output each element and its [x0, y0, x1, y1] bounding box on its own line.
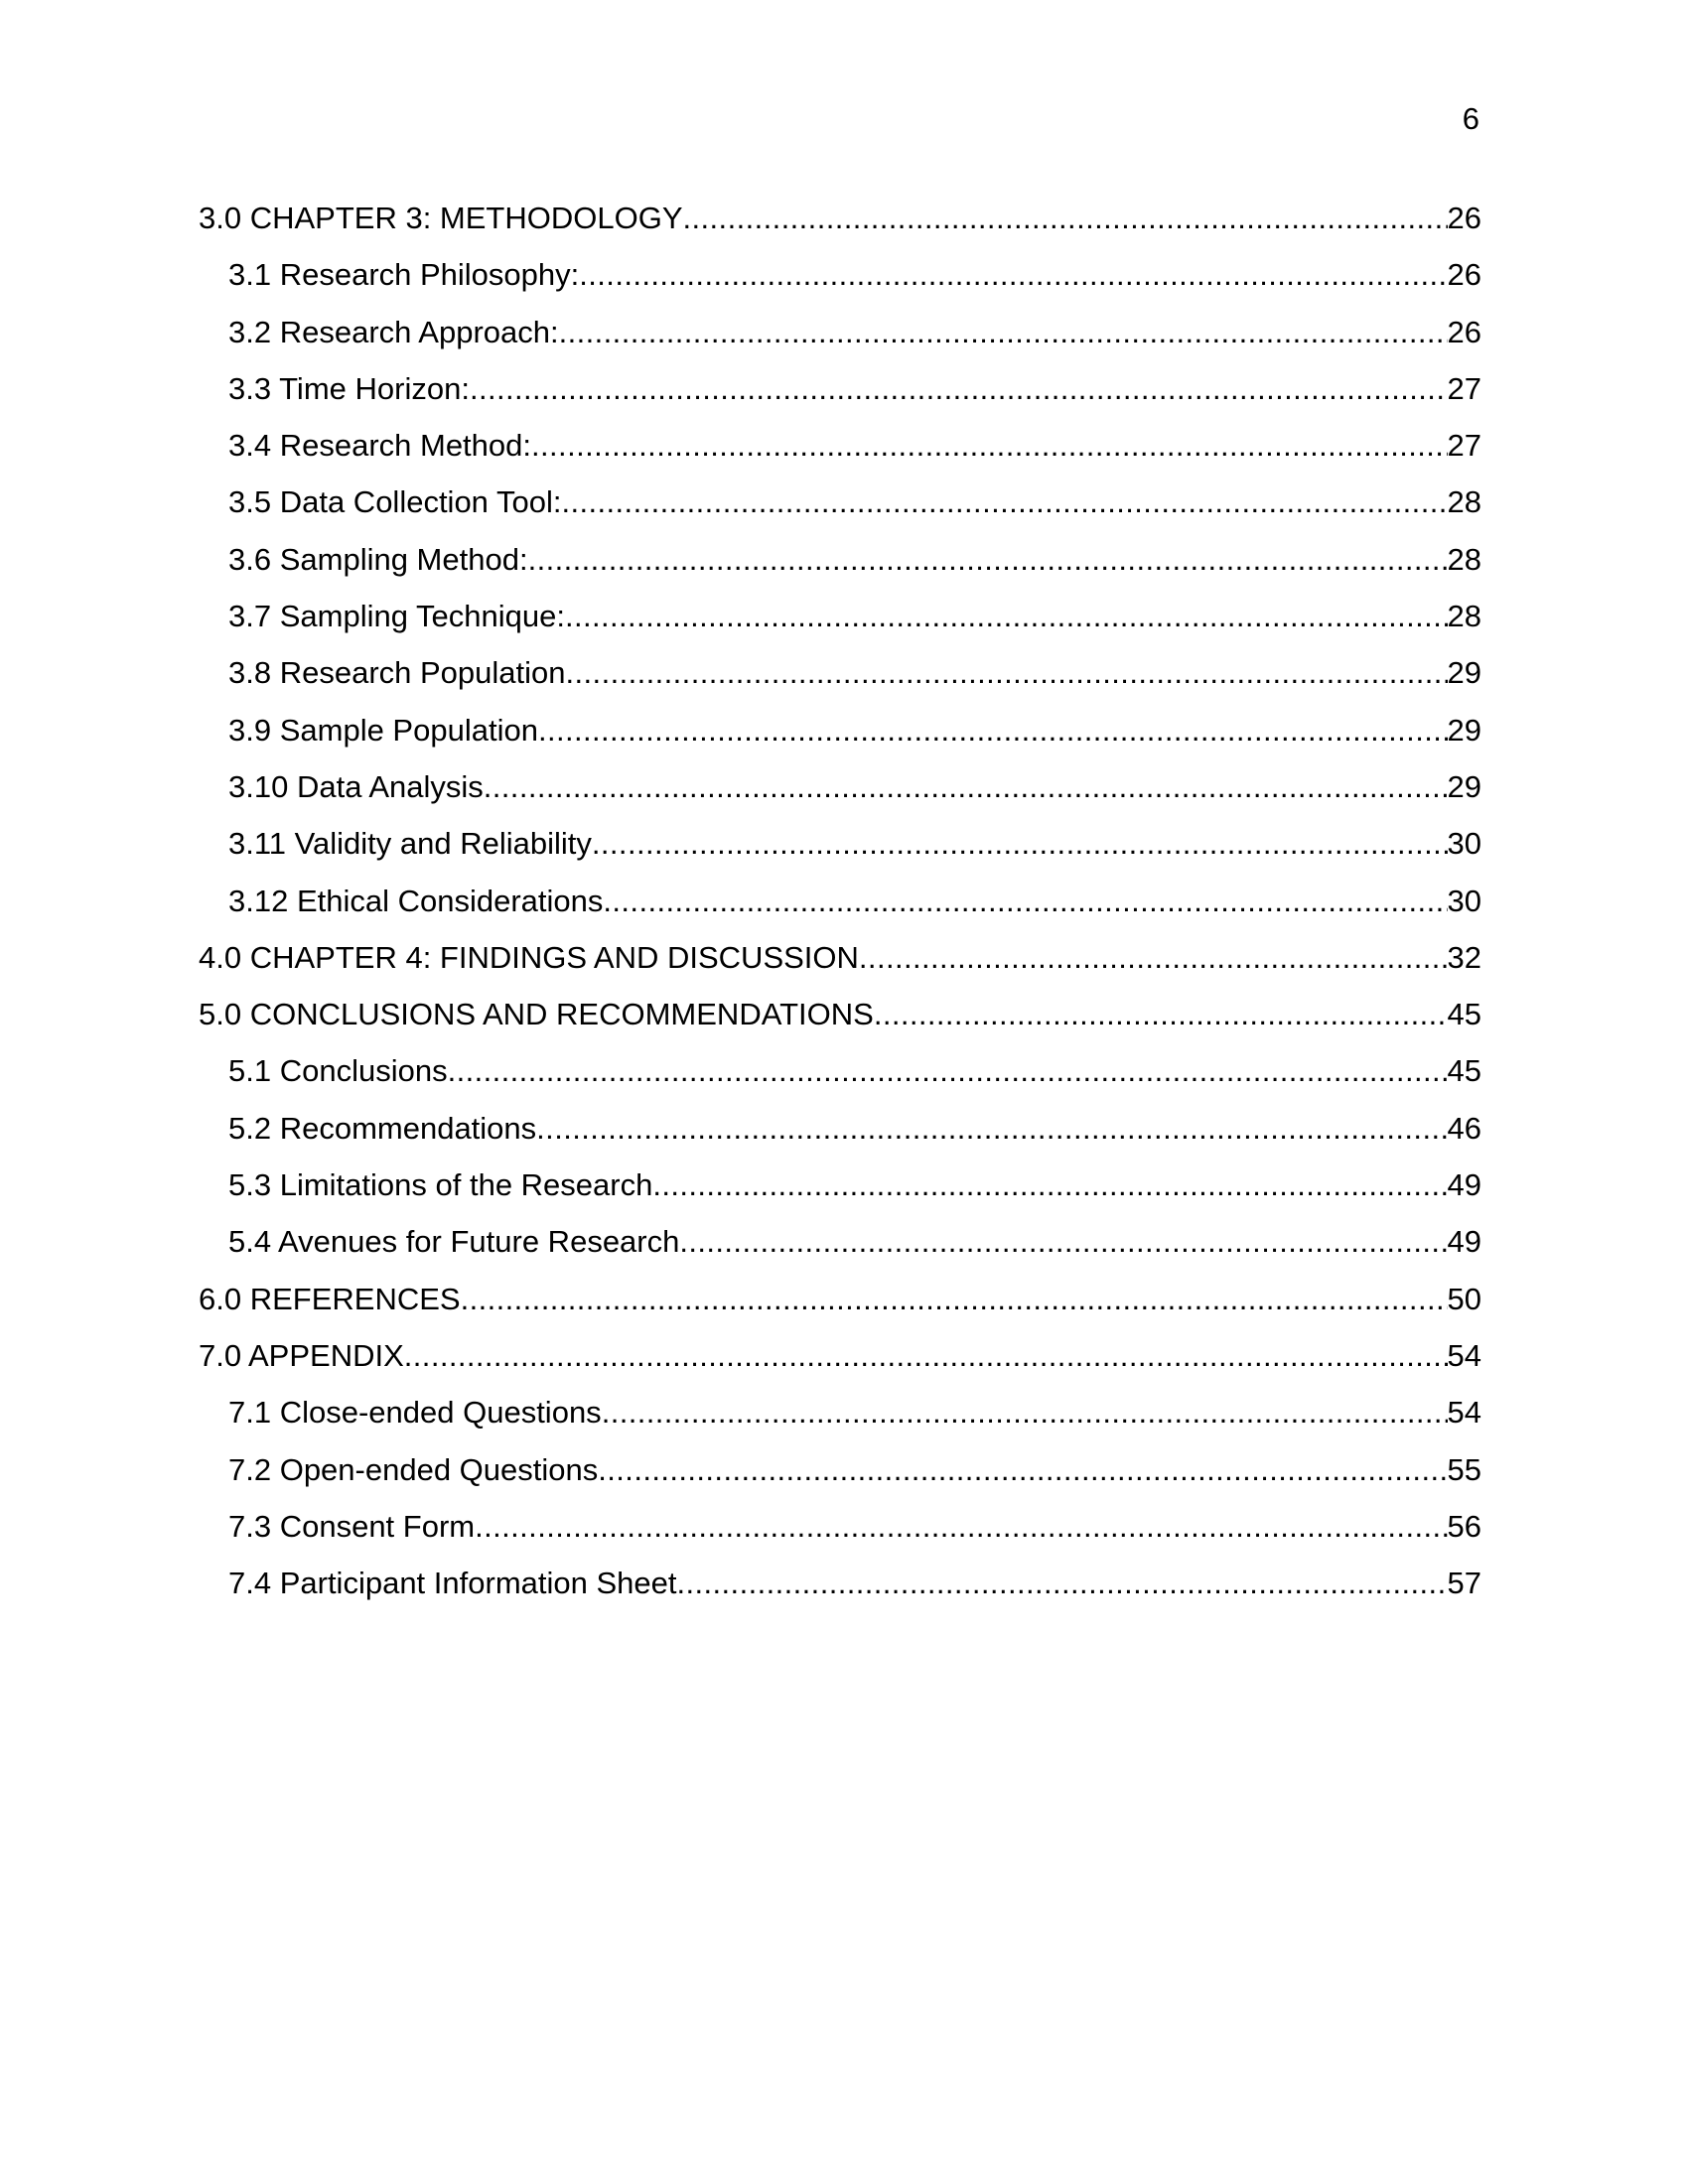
- toc-entry-3-2[interactable]: [199, 311, 1481, 367]
- dot-leader: [475, 1505, 1447, 1549]
- toc-entry-3-8[interactable]: [199, 651, 1481, 708]
- dot-leader: [404, 1334, 1448, 1378]
- toc-entry-appendix[interactable]: [199, 1334, 1481, 1391]
- toc-entry-label: 3.2 Research Approach:: [228, 314, 559, 349]
- toc-entry-page: 46: [1447, 1110, 1481, 1146]
- toc-entry-page: 28: [1447, 599, 1481, 634]
- toc-entry-label: 4.0 CHAPTER 4: FINDINGS AND DISCUSSION: [199, 939, 859, 975]
- toc-entry-3-4[interactable]: [199, 424, 1481, 480]
- table-of-contents: [199, 197, 1481, 1618]
- toc-entry-label: 5.2 Recommendations: [228, 1110, 537, 1146]
- dot-leader: [565, 595, 1448, 638]
- dot-leader: [603, 880, 1447, 923]
- toc-entry-label: 3.6 Sampling Method:: [228, 541, 528, 577]
- toc-entry-page: 45: [1447, 997, 1481, 1032]
- toc-entry-3-5[interactable]: [199, 480, 1481, 537]
- toc-entry-label: 3.10 Data Analysis: [228, 768, 484, 804]
- toc-entry-7-2[interactable]: [199, 1448, 1481, 1505]
- toc-entry-5-3[interactable]: [199, 1163, 1481, 1220]
- toc-entry-label: 7.4 Participant Information Sheet: [228, 1566, 677, 1601]
- dot-leader: [592, 822, 1448, 866]
- toc-entry-label: 3.11 Validity and Reliability: [228, 826, 592, 862]
- dot-leader: [528, 538, 1448, 582]
- toc-entry-label: 3.5 Data Collection Tool:: [228, 484, 562, 520]
- toc-entry-label: 5.1 Conclusions: [228, 1053, 448, 1089]
- dot-leader: [602, 1391, 1448, 1434]
- toc-entry-5-1[interactable]: [199, 1049, 1481, 1106]
- toc-entry-3-10[interactable]: [199, 765, 1481, 822]
- toc-entry-page: 32: [1447, 939, 1481, 975]
- toc-entry-page: 29: [1447, 712, 1481, 748]
- toc-entry-page: 49: [1447, 1224, 1481, 1260]
- toc-entry-3-9[interactable]: [199, 709, 1481, 765]
- toc-entry-page: 54: [1447, 1395, 1481, 1431]
- toc-entry-label: 3.9 Sample Population: [228, 712, 538, 748]
- dot-leader: [579, 253, 1447, 297]
- toc-entry-label: 5.3 Limitations of the Research: [228, 1167, 653, 1203]
- dot-leader: [683, 197, 1448, 240]
- toc-entry-3-11[interactable]: [199, 822, 1481, 879]
- toc-entry-label: 3.3 Time Horizon:: [228, 370, 470, 406]
- toc-entry-7-3[interactable]: [199, 1505, 1481, 1562]
- toc-entry-page: 30: [1447, 826, 1481, 862]
- toc-entry-page: 26: [1447, 257, 1481, 293]
- dot-leader: [538, 709, 1448, 752]
- toc-entry-label: 7.0 APPENDIX: [199, 1337, 404, 1373]
- dot-leader: [559, 311, 1448, 354]
- toc-entry-3-6[interactable]: [199, 538, 1481, 595]
- toc-entry-label: 3.0 CHAPTER 3: METHODOLOGY: [199, 201, 683, 235]
- dot-leader: [859, 936, 1448, 980]
- toc-entry-label: 3.1 Research Philosophy:: [228, 257, 580, 293]
- page-number: 6: [1462, 101, 1479, 136]
- toc-entry-3-3[interactable]: [199, 367, 1481, 424]
- dot-leader: [566, 651, 1448, 695]
- toc-entry-page: 45: [1447, 1053, 1481, 1089]
- dot-leader: [448, 1049, 1448, 1093]
- dot-leader: [461, 1278, 1448, 1321]
- toc-entry-page: 50: [1447, 1281, 1481, 1316]
- toc-entry-chapter-4[interactable]: [199, 936, 1481, 993]
- toc-entry-3-12[interactable]: [199, 880, 1481, 936]
- toc-entry-label: 6.0 REFERENCES: [199, 1281, 461, 1316]
- dot-leader: [676, 1562, 1447, 1605]
- toc-entry-page: 28: [1447, 484, 1481, 520]
- toc-entry-label: 5.0 CONCLUSIONS AND RECOMMENDATIONS: [199, 997, 874, 1032]
- toc-entry-page: 28: [1447, 541, 1481, 577]
- toc-entry-chapter-5[interactable]: [199, 993, 1481, 1049]
- toc-entry-label: 3.8 Research Population: [228, 655, 566, 691]
- dot-leader: [536, 1107, 1447, 1151]
- toc-entry-3-1[interactable]: [199, 253, 1481, 310]
- toc-entry-7-4[interactable]: [199, 1562, 1481, 1618]
- toc-entry-7-1[interactable]: [199, 1391, 1481, 1447]
- toc-entry-label: 7.1 Close-ended Questions: [228, 1395, 602, 1431]
- dot-leader: [561, 480, 1447, 524]
- toc-entry-page: 29: [1447, 768, 1481, 804]
- toc-entry-label: 5.4 Avenues for Future Research: [228, 1224, 680, 1260]
- toc-entry-page: 29: [1447, 655, 1481, 691]
- toc-entry-page: 27: [1447, 370, 1481, 406]
- toc-entry-references[interactable]: [199, 1278, 1481, 1334]
- toc-entry-page: 56: [1447, 1508, 1481, 1544]
- toc-entry-page: 26: [1447, 314, 1481, 349]
- toc-entry-page: 27: [1447, 428, 1481, 464]
- toc-entry-label: 3.12 Ethical Considerations: [228, 883, 604, 918]
- toc-entry-page: 54: [1447, 1337, 1481, 1373]
- dot-leader: [874, 993, 1448, 1036]
- toc-entry-page: 55: [1447, 1451, 1481, 1487]
- toc-entry-page: 30: [1447, 883, 1481, 918]
- toc-entry-page: 57: [1447, 1566, 1481, 1601]
- toc-entry-chapter-3[interactable]: [199, 197, 1481, 253]
- dot-leader: [531, 424, 1448, 468]
- dot-leader: [470, 367, 1448, 411]
- toc-entry-label: 3.7 Sampling Technique:: [228, 599, 565, 634]
- toc-entry-5-2[interactable]: [199, 1107, 1481, 1163]
- toc-entry-3-7[interactable]: [199, 595, 1481, 651]
- toc-entry-label: 7.2 Open-ended Questions: [228, 1451, 599, 1487]
- dot-leader: [652, 1163, 1447, 1207]
- dot-leader: [484, 765, 1448, 809]
- toc-entry-page: 26: [1447, 201, 1481, 235]
- toc-entry-5-4[interactable]: [199, 1220, 1481, 1277]
- toc-entry-label: 3.4 Research Method:: [228, 428, 532, 464]
- toc-entry-page: 49: [1447, 1167, 1481, 1203]
- dot-leader: [679, 1220, 1447, 1264]
- dot-leader: [598, 1448, 1447, 1492]
- toc-entry-label: 7.3 Consent Form: [228, 1508, 476, 1544]
